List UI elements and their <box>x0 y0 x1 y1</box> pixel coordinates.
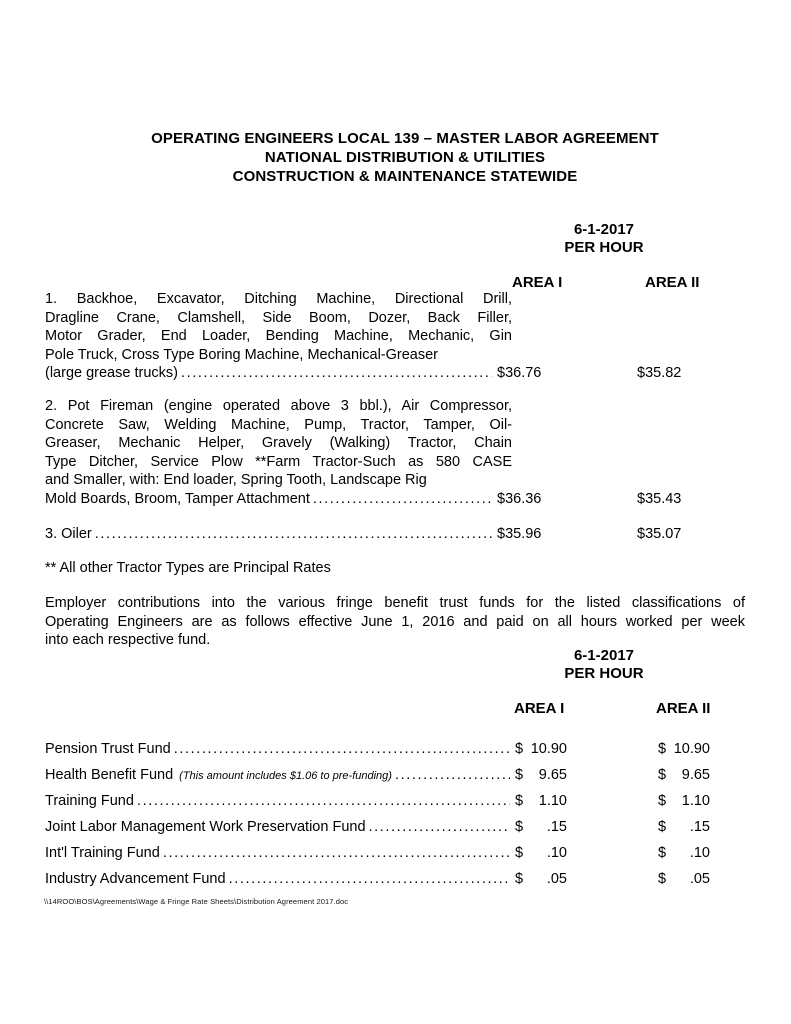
wage-item-2-rate-row <box>45 490 745 509</box>
currency-symbol: $ <box>658 845 667 861</box>
fund-area-i-value <box>515 793 567 809</box>
amount: 35.07 <box>645 526 682 542</box>
fund-area-ii-value <box>658 767 710 783</box>
wage-item-3 <box>45 525 745 544</box>
fringe-fund-table <box>45 741 745 897</box>
currency-symbol: $ <box>515 741 524 757</box>
wage-item-2-line-1: 2. Pot Fireman (engine operated above 3 bbl.), Air Compressor, <box>45 398 512 414</box>
dot-leader <box>137 793 510 809</box>
currency-symbol: $ <box>637 365 646 381</box>
fund-row-health <box>45 767 745 783</box>
fund-area-i-value <box>515 819 567 835</box>
fund-label: Pension Trust Fund <box>45 741 171 757</box>
fund-label: Industry Advancement Fund <box>45 871 226 887</box>
fund-label: Joint Labor Management Work Preservation Fund <box>45 819 366 835</box>
currency-symbol: $ <box>497 526 506 542</box>
dot-leader <box>95 525 492 544</box>
wage-item-2-area-i-value <box>497 490 637 509</box>
wage-item-1-line-1: 1. Backhoe, Excavator, Ditching Machine, Directional Drill, <box>45 291 512 307</box>
wage-item-2 <box>45 397 745 508</box>
fund-row-training <box>45 793 745 809</box>
currency-symbol: $ <box>497 490 506 507</box>
wage-area-i-header: AREA I <box>512 274 563 291</box>
fund-row-pension <box>45 741 745 757</box>
dot-leader <box>163 845 510 861</box>
per-hour-label-1: PER HOUR <box>564 239 644 256</box>
fund-area-i-value <box>515 845 567 861</box>
wage-item-2-area-ii-value <box>637 490 745 509</box>
amount: 1.10 <box>538 793 567 809</box>
currency-symbol: $ <box>658 767 667 783</box>
amount: 36.76 <box>505 365 542 381</box>
dot-leader <box>369 819 510 835</box>
fringe-intro-line-3: into each respective fund. <box>45 632 211 648</box>
dot-leader <box>174 741 510 757</box>
wage-item-2-line-4: Type Ditcher, Service Plow **Farm Tractor-Such as 580 CASE <box>45 453 512 470</box>
currency-symbol: $ <box>637 526 646 542</box>
amount: .15 <box>546 819 567 835</box>
amount: 35.82 <box>645 365 682 381</box>
currency-symbol: $ <box>515 793 524 809</box>
fund-row-intl-training <box>45 845 745 861</box>
amount: 35.43 <box>645 490 682 507</box>
tractor-footnote: ** All other Tractor Types are Principal Rates <box>45 560 331 576</box>
fund-row-industry-advancement <box>45 871 745 887</box>
fund-area-ii-value <box>658 741 710 757</box>
currency-symbol: $ <box>658 793 667 809</box>
amount: .10 <box>689 845 710 861</box>
fund-area-i-value <box>515 767 567 783</box>
wage-item-1-rate-row <box>45 364 745 383</box>
dot-leader <box>229 871 510 887</box>
fund-area-ii-value <box>658 845 710 861</box>
amount: 10.90 <box>673 741 710 757</box>
wage-item-1-line-3: Motor Grader, End Loader, Bending Machine, Mechanic, Gin <box>45 328 512 344</box>
wage-item-1 <box>45 290 745 383</box>
dot-leader <box>181 364 492 383</box>
fund-label: Int'l Training Fund <box>45 845 160 861</box>
wage-item-3-area-i-value <box>497 525 637 544</box>
effective-date-block-2 <box>504 647 704 683</box>
fringe-area-i-header: AREA I <box>514 700 565 717</box>
amount: 1.10 <box>681 793 710 809</box>
amount: .15 <box>689 819 710 835</box>
currency-symbol: $ <box>515 871 524 887</box>
amount: .10 <box>546 845 567 861</box>
doc-title <box>0 129 791 186</box>
currency-symbol: $ <box>658 871 667 887</box>
wage-item-3-area-ii-value <box>637 525 745 544</box>
wage-item-1-line-4: Pole Truck, Cross Type Boring Machine, Mechanical-Greaser <box>45 346 439 363</box>
currency-symbol: $ <box>515 767 524 783</box>
wage-item-1-area-i-value <box>497 364 637 383</box>
wage-item-2-line-2: Concrete Saw, Welding Machine, Pump, Tractor, Tamper, Oil- <box>45 416 512 433</box>
dot-leader <box>395 767 510 783</box>
fund-area-ii-value <box>658 819 710 835</box>
currency-symbol: $ <box>497 365 506 381</box>
fund-label: Health Benefit Fund <box>45 767 174 783</box>
doc-title-line-2: NATIONAL DISTRIBUTION & UTILITIES <box>264 149 546 166</box>
fund-area-ii-value <box>658 793 710 809</box>
amount: 9.65 <box>538 767 567 783</box>
fringe-intro-line-2: Operating Engineers are as follows effective June 1, 2016 and paid on all hours worked per week <box>45 613 745 630</box>
fringe-area-ii-header: AREA II <box>656 700 711 717</box>
currency-symbol: $ <box>515 819 524 835</box>
doc-title-line-1: OPERATING ENGINEERS LOCAL 139 – MASTER LABOR AGREEMENT <box>151 130 659 147</box>
per-hour-label-2: PER HOUR <box>564 665 644 682</box>
fund-area-i-value <box>515 871 567 887</box>
fund-label: Training Fund <box>45 793 134 809</box>
amount: .05 <box>689 871 710 887</box>
amount: 36.36 <box>505 490 542 507</box>
doc-title-line-3: CONSTRUCTION & MAINTENANCE STATEWIDE <box>232 168 578 185</box>
amount: 35.96 <box>505 526 542 542</box>
effective-date-block-1 <box>504 221 704 257</box>
currency-symbol: $ <box>658 741 667 757</box>
wage-item-1-line-2: Dragline Crane, Clamshell, Side Boom, Dozer, Back Filler, <box>45 309 512 326</box>
amount: 10.90 <box>530 741 567 757</box>
amount: 9.65 <box>681 767 710 783</box>
wage-item-2-line-5: and Smaller, with: End loader, Spring Tooth, Landscape Rig <box>45 472 427 488</box>
fund-note: (This amount includes $1.06 to pre-funding) <box>179 770 392 782</box>
fund-area-ii-value <box>658 871 710 887</box>
wage-item-3-lastline: 3. Oiler <box>45 526 92 542</box>
wage-item-3-rate-row <box>45 525 745 544</box>
wage-item-1-lastline: (large grease trucks) <box>45 365 178 381</box>
currency-symbol: $ <box>637 490 646 507</box>
fund-row-joint-labor <box>45 819 745 835</box>
fund-area-i-value <box>515 741 567 757</box>
footer-file-path: \\14ROO\BOS\Agreements\Wage & Fringe Rate Sheets\Distribution Agreement 2017.doc <box>44 897 349 906</box>
amount: .05 <box>546 871 567 887</box>
effective-date-1: 6-1-2017 <box>573 221 635 238</box>
wage-item-2-lastline: Mold Boards, Broom, Tamper Attachment <box>45 490 310 507</box>
wage-area-ii-header: AREA II <box>645 274 700 291</box>
dot-leader <box>313 490 492 509</box>
effective-date-2: 6-1-2017 <box>573 647 635 664</box>
currency-symbol: $ <box>515 845 524 861</box>
currency-symbol: $ <box>658 819 667 835</box>
wage-item-1-area-ii-value <box>637 364 745 383</box>
wage-item-2-line-3: Greaser, Mechanic Helper, Gravely (Walking) Tractor, Chain <box>45 435 512 451</box>
fringe-intro-line-1: Employer contributions into the various fringe benefit trust funds for the listed classifications of <box>45 595 745 611</box>
fringe-intro <box>45 594 745 650</box>
